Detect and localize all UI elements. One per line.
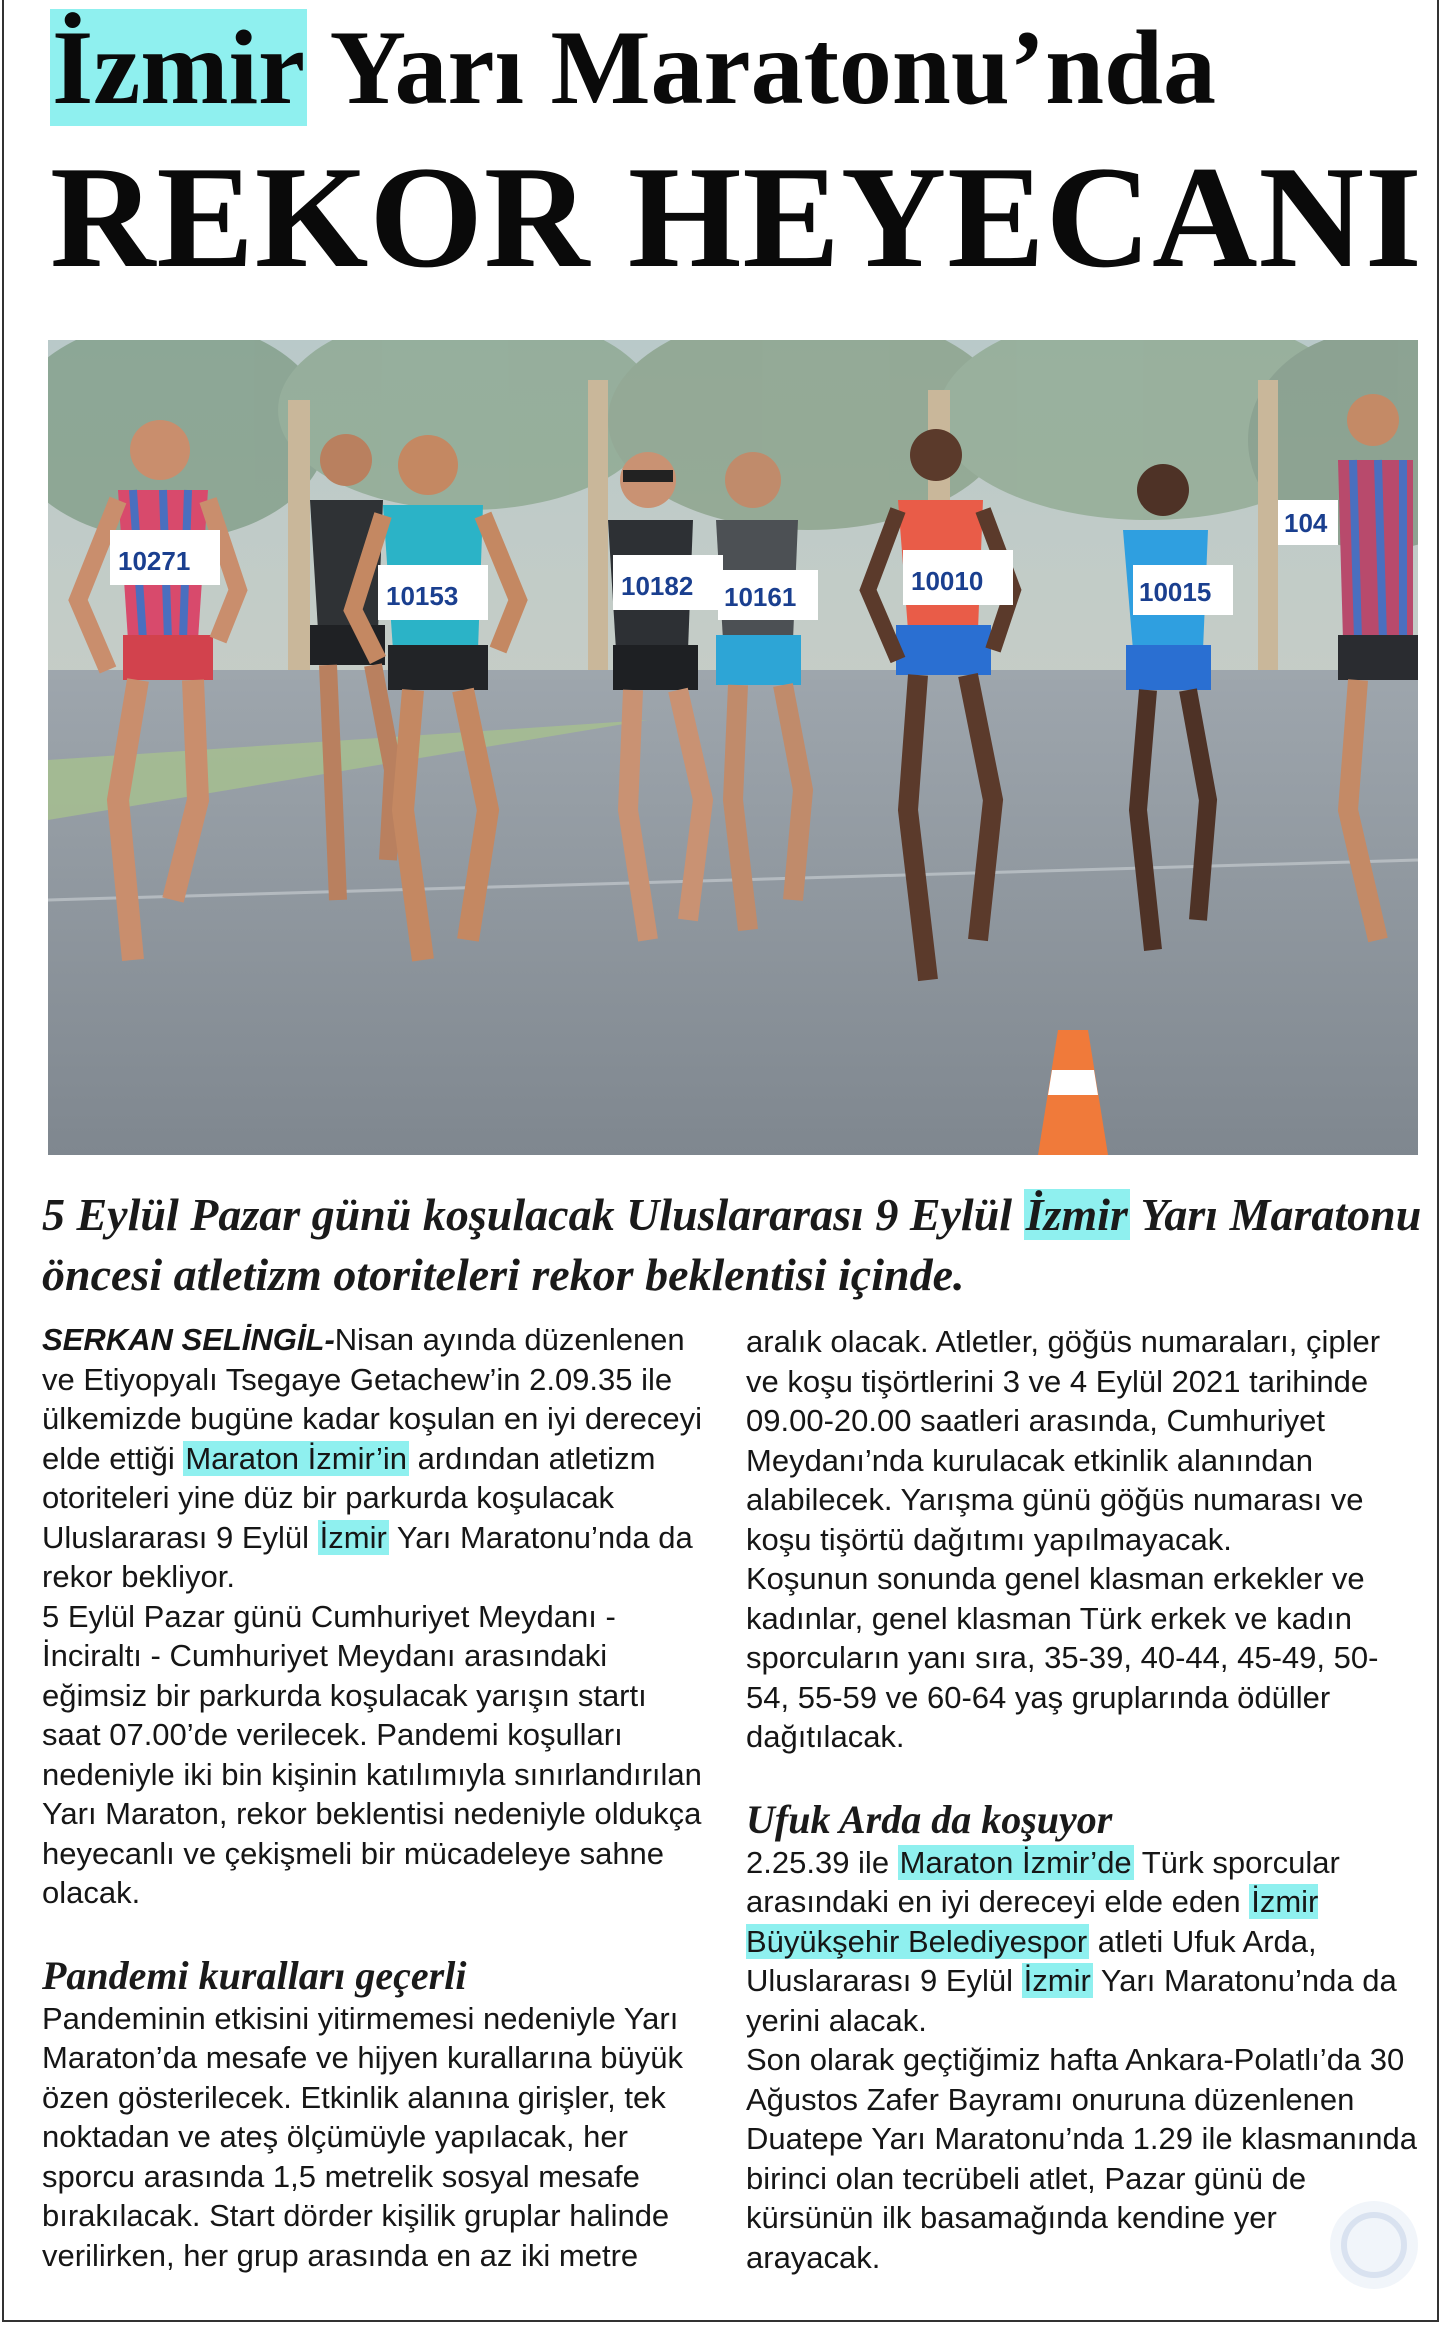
paragraph-6-text-c: atleti Ufuk Arda, Uluslararası 9 Eylül (746, 1923, 1317, 1998)
bib-10161: 10161 (724, 582, 797, 612)
watermark-logo (1324, 2195, 1424, 2295)
article-column-left (42, 1320, 712, 2275)
headline-line-2: REKOR HEYECANI (50, 136, 1423, 298)
subheading-pandemi: Pandemi kuralları geçerli (42, 1952, 467, 1998)
paragraph-6 (746, 1843, 1418, 2041)
article-column-right (746, 1322, 1418, 2277)
highlight-maraton-izmir: Maraton İzmir’in (185, 1440, 407, 1476)
paragraph-6-text-b: Türk sporcular arasındaki en iyi dereceyi elde eden (746, 1844, 1340, 1919)
newspaper-clipping (2, 0, 1439, 2322)
author-byline: SERKAN SELİNGİL- (42, 1322, 335, 1357)
lead-text-2: Yarı Maratonu öncesi atletizm otoriteleri rekor beklentisi içinde. (42, 1189, 1422, 1300)
highlight-izmir-bbspor: İzmir Büyükşehir Belediyespor (746, 1884, 1319, 1959)
paragraph-2: 5 Eylül Pazar günü Cumhuriyet Meydanı - İnciraltı - Cumhuriyet Meydanı arasındaki eğimsiz bir parkurda koşulacak yarışın startı saat 07.00’de verilecek. Pandemi koşulları nedeniyle iki bin kişinin katılımıyla sınırlandırılan Yarı Maraton, rekor beklentisi nedeniyle oldukça heyecanlı ve çekişmeli bir mücadeleye sahne olacak. (42, 1598, 702, 1910)
bib-10010: 10010 (911, 566, 984, 596)
paragraph-3: Pandeminin etkisini yitirmemesi nedeniyle Yarı Maraton’da mesafe ve hijyen kurallarına büyük özen gösterilecek. Etkinlik alanına girişler, tek noktadan ve ateş ölçümüyle yapılacak, her sporcu arasında 1,5 metrelik sosyal mesafe bırakılacak. Start dörder kişilik gruplar halinde verilirken, her grup arasında en az iki metre (42, 2000, 684, 2273)
paragraph-1 (42, 1320, 712, 1597)
bib-10015: 10015 (1139, 577, 1212, 607)
paragraph-1-text-b: ardından atletizm otoriteleri yine düz bir parkurda koşulacak Uluslararası 9 Eylül (42, 1440, 656, 1555)
headline-highlight: İzmir (52, 9, 306, 126)
headline-line-1 (50, 8, 1216, 128)
paragraph-6-text-a: 2.25.39 ile (746, 1844, 898, 1880)
lead-text-1: 5 Eylül Pazar günü koşulacak Uluslararası 9 Eylül (42, 1189, 1024, 1240)
highlight-izmir: İzmir (319, 1519, 387, 1555)
bib-104: 104 (1284, 508, 1328, 538)
paragraph-6-text-d: Yarı Maratonu’nda da yerini alacak. (746, 1963, 1397, 2038)
paragraph-1-text-a: Nisan ayında düzenlenen ve Etiyopyalı Tsegaye Getachew’in 2.09.35 ile ülkemizde bugüne kadar koşulan en iyi dereceyi elde ettiği (42, 1322, 703, 1476)
lead-paragraph (42, 1185, 1422, 1305)
highlight-maraton-izmirde: Maraton İzmir’de (899, 1844, 1132, 1880)
marathon-photo (48, 340, 1418, 1155)
highlight-izmir-2: İzmir (1023, 1963, 1091, 1998)
paragraph-1-text-c: Yarı Maratonu’nda da rekor bekliyor. (42, 1519, 693, 1594)
paragraph-5: Koşunun sonunda genel klasman erkekler ve kadınlar, genel klasman Türk erkek ve kadın sporcuların yanı sıra, 35-39, 40-44, 45-49, 50-54, 55-59 ve 60-64 yaş gruplarında ödüller dağıtılacak. (746, 1561, 1379, 1754)
paragraph-7: Son olarak geçtiğimiz hafta Ankara-Polatlı’da 30 Ağustos Zafer Bayramı onuruna düzenlenen Duatepe Yarı Maratonu’nda 1.29 ile klasmanında birinci olan tecrübeli atlet, Pazar günü de kürsünün ilk basamağında kendine yer arayacak. (746, 2042, 1417, 2275)
lead-highlight: İzmir (1025, 1189, 1128, 1240)
runners-illustration (48, 340, 1418, 1155)
bib-10271: 10271 (118, 546, 191, 576)
bib-10153: 10153 (386, 581, 459, 611)
subheading-ufuk-arda: Ufuk Arda da koşuyor (746, 1796, 1113, 1842)
bib-10182: 10182 (621, 571, 694, 601)
headline-line-1-text: Yarı Maratonu’nda (307, 9, 1216, 126)
paragraph-4: aralık olacak. Atletler, göğüs numaraları, çipler ve koşu tişörtlerini 3 ve 4 Eylül 2021 tarihinde 09.00-20.00 saatleri arasında, Cumhuriyet Meydanı’nda kurulacak etkinlik alanından alabilecek. Yarışma günü göğüs numarası ve koşu tişörtü dağıtımı yapılmayacak. (746, 1324, 1381, 1557)
